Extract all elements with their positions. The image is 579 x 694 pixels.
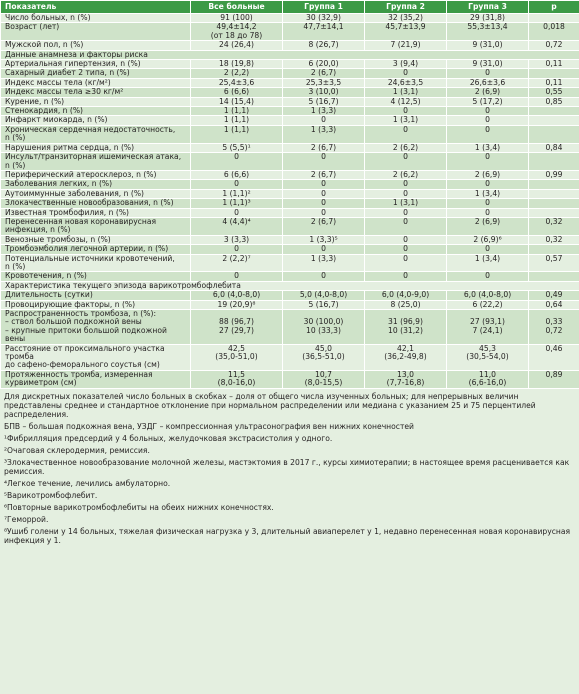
value-cell: 0	[447, 180, 529, 189]
row-label: Расстояние от проксимального участка тромба до сафено-феморального соустья (см)	[1, 344, 191, 370]
value-cell: 3 (3,3)	[191, 235, 283, 244]
value-cell: 30 (32,9)	[283, 14, 365, 23]
value-cell: 0	[447, 245, 529, 254]
value-cell: 0	[447, 116, 529, 125]
value-cell: 1 (3,3)⁵	[283, 235, 365, 244]
value-cell: 47,7±14,1	[283, 23, 365, 41]
value-cell: 0	[447, 272, 529, 281]
header-cell: Показатель	[1, 1, 191, 14]
value-cell: 19 (20,9)⁸	[191, 300, 283, 309]
row-label: Стенокардия, n (%)	[1, 107, 191, 116]
p-value-cell: 0,11	[529, 60, 579, 69]
value-cell: 1 (1,1)	[191, 116, 283, 125]
value-cell: 2 (6,7)	[283, 170, 365, 179]
value-cell: 42,5 (35,0-51,0)	[191, 344, 283, 370]
value-cell: 0	[191, 272, 283, 281]
header-cell: p	[529, 1, 579, 14]
value-cell: 0	[191, 208, 283, 217]
row-label: Индекс массы тела (кг/м²)	[1, 78, 191, 87]
header-cell: Группа 2	[365, 1, 447, 14]
footnote: ⁶Повторные варикотромбофлебиты на обеих нижних конечностях.	[4, 502, 274, 512]
value-cell: 3 (9,4)	[365, 60, 447, 69]
row-label: Злокачественные новообразования, n (%)	[1, 199, 191, 208]
value-cell: 0	[365, 245, 447, 254]
value-cell: 1 (3,1)	[365, 116, 447, 125]
row-label: Инфаркт миокарда, n (%)	[1, 116, 191, 125]
p-value-cell: 0,49	[529, 291, 579, 300]
value-cell: 42,1 (36,2-49,8)	[365, 344, 447, 370]
table-row	[1, 23, 579, 41]
row-label: Тромбоэмболия легочной артерии, n (%)	[1, 245, 191, 254]
value-cell: 3 (10,0)	[283, 88, 365, 97]
row-label: Нарушения ритма сердца, n (%)	[1, 143, 191, 152]
value-cell: 25,4±3,6	[191, 78, 283, 87]
value-cell: 11,0 (6,6-16,0)	[447, 370, 529, 388]
table-row	[1, 254, 579, 272]
value-cell: 1 (1,1)³	[191, 199, 283, 208]
value-cell: 7 (21,9)	[365, 41, 447, 50]
value-cell: 1 (3,1)	[365, 88, 447, 97]
p-value-cell: 0,33 0,72	[529, 310, 579, 345]
value-cell: 2 (6,9)	[447, 170, 529, 179]
value-cell: 0	[447, 153, 529, 171]
footnote: ⁸Ушиб голени у 14 больных, тяжелая физическая нагрузка у 3, длительный авиаперелет у 1, недавно перенесенная новая коронавирусная инфекция у 1.	[4, 526, 571, 545]
table-row	[1, 88, 579, 97]
value-cell: 49,4±14,2 (от 18 до 78)	[191, 23, 283, 41]
value-cell: 91 (100)	[191, 14, 283, 23]
row-label: Число больных, n (%)	[1, 14, 191, 23]
value-cell: 8 (26,7)	[283, 41, 365, 50]
p-value-cell: 0,84	[529, 143, 579, 152]
p-value-cell	[529, 199, 579, 208]
value-cell: 0	[283, 180, 365, 189]
p-value-cell: 0,89	[529, 370, 579, 388]
value-cell: 0	[447, 208, 529, 217]
row-label: Перенесенная новая коронавирусная инфекция, n (%)	[1, 217, 191, 235]
value-cell: 2 (6,9)⁶	[447, 235, 529, 244]
footnote: ²Очаговая склеродермия, ремиссия.	[4, 445, 150, 455]
value-cell: 1 (1,1)²	[191, 189, 283, 198]
value-cell: 0	[365, 69, 447, 78]
value-cell: 0	[365, 180, 447, 189]
value-cell: 1 (3,3)	[283, 107, 365, 116]
p-value-cell	[529, 245, 579, 254]
table-body	[1, 14, 579, 389]
value-cell: 27 (93,1) 7 (24,1)	[447, 310, 529, 345]
row-label: Хроническая сердечная недостаточность, n (%)	[1, 125, 191, 143]
table-row	[1, 153, 579, 171]
row-label: Заболевания легких, n (%)	[1, 180, 191, 189]
value-cell: 0	[283, 208, 365, 217]
value-cell: 0	[365, 272, 447, 281]
value-cell: 6 (6,6)	[191, 88, 283, 97]
p-value-cell	[529, 189, 579, 198]
row-label: Провоцирующие факторы, n (%)	[1, 300, 191, 309]
value-cell: 5 (16,7)	[283, 300, 365, 309]
value-cell: 31 (96,9) 10 (31,2)	[365, 310, 447, 345]
table-row	[1, 272, 579, 281]
p-value-cell	[529, 116, 579, 125]
value-cell: 0	[365, 254, 447, 272]
value-cell: 0	[283, 153, 365, 171]
value-cell: 25,3±3,5	[283, 78, 365, 87]
value-cell: 1 (3,4)	[447, 189, 529, 198]
value-cell: 1 (3,4)	[447, 254, 529, 272]
value-cell: 2 (6,2)	[365, 143, 447, 152]
value-cell: 1 (3,3)	[283, 254, 365, 272]
value-cell: 0	[191, 180, 283, 189]
footnote: Для дискретных показателей число больных в скобках – доля от общего числа изученных больных; для непрерывных величин представлены среднее и стандартное отклонение при нормальном распределении или медиана с указанием 25 и 75 перцентилей распределения.	[4, 391, 536, 419]
p-value-cell: 0,72	[529, 41, 579, 50]
value-cell: 11,5 (8,0-16,0)	[191, 370, 283, 388]
footnote: ³Злокачественное новообразование молочной железы, мастэктомия в 2017 г., курсы химиотерапии; в настоящее время расценивается как ремиссия.	[4, 457, 570, 476]
value-cell: 0	[191, 245, 283, 254]
value-cell: 2 (6,7)	[283, 143, 365, 152]
value-cell: 6 (20,0)	[283, 60, 365, 69]
p-value-cell: 0,46	[529, 344, 579, 370]
value-cell: 0	[447, 69, 529, 78]
p-value-cell: 0,55	[529, 88, 579, 97]
value-cell: 2 (2,2)⁷	[191, 254, 283, 272]
p-value-cell: 0,018	[529, 23, 579, 41]
value-cell: 0	[283, 189, 365, 198]
row-label: Известная тромбофилия, n (%)	[1, 208, 191, 217]
value-cell: 4 (4,4)⁴	[191, 217, 283, 235]
p-value-cell: 0,32	[529, 217, 579, 235]
value-cell: 2 (6,7)	[283, 217, 365, 235]
value-cell: 2 (2,2)	[191, 69, 283, 78]
value-cell: 1 (3,3)	[283, 125, 365, 143]
value-cell: 1 (1,1)	[191, 107, 283, 116]
value-cell: 6,0 (4,0-9,0)	[365, 291, 447, 300]
value-cell: 0	[447, 199, 529, 208]
value-cell: 5 (5,5)¹	[191, 143, 283, 152]
table-row	[1, 199, 579, 208]
value-cell: 10,7 (8,0-15,5)	[283, 370, 365, 388]
row-label: Аутоиммунные заболевания, n (%)	[1, 189, 191, 198]
value-cell: 0	[365, 125, 447, 143]
table-row	[1, 310, 579, 345]
value-cell: 1 (3,4)	[447, 143, 529, 152]
table-row	[1, 116, 579, 125]
table-row	[1, 370, 579, 388]
row-label: Потенциальные источники кровотечений, n (%)	[1, 254, 191, 272]
table-row	[1, 180, 579, 189]
value-cell: 55,3±13,4	[447, 23, 529, 41]
row-label: Длительность (сутки)	[1, 291, 191, 300]
value-cell: 6,0 (4,0-8,0)	[447, 291, 529, 300]
row-label: Мужской пол, n (%)	[1, 41, 191, 50]
row-label: Периферический атеросклероз, n (%)	[1, 170, 191, 179]
value-cell: 45,0 (36,5-51,0)	[283, 344, 365, 370]
value-cell: 0	[283, 199, 365, 208]
value-cell: 0	[365, 217, 447, 235]
value-cell: 0	[365, 235, 447, 244]
value-cell: 0	[365, 153, 447, 171]
value-cell: 2 (6,9)	[447, 88, 529, 97]
value-cell: 0	[365, 189, 447, 198]
row-label: Инсульт/транзиторная ишемическая атака, n (%)	[1, 153, 191, 171]
table-row	[1, 245, 579, 254]
section-title: Характеристика текущего эпизода варикотромбофлебита	[1, 281, 579, 290]
footnote: ⁵Варикотромбофлебит.	[4, 490, 98, 500]
value-cell: 9 (31,0)	[447, 41, 529, 50]
p-value-cell: 0,85	[529, 97, 579, 106]
table-row	[1, 344, 579, 370]
value-cell: 0	[447, 107, 529, 116]
footnote: ⁷Геморрой.	[4, 514, 49, 524]
row-label: Курение, n (%)	[1, 97, 191, 106]
p-value-cell: 0,57	[529, 254, 579, 272]
header-cell: Все больные	[191, 1, 283, 14]
p-value-cell: 0,99	[529, 170, 579, 179]
value-cell: 45,3 (30,5-54,0)	[447, 344, 529, 370]
p-value-cell: 0,32	[529, 235, 579, 244]
p-value-cell	[529, 69, 579, 78]
header-cell: Группа 1	[283, 1, 365, 14]
value-cell: 14 (15,4)	[191, 97, 283, 106]
table-row	[1, 125, 579, 143]
value-cell: 4 (12,5)	[365, 97, 447, 106]
value-cell: 5,0 (4,0-8,0)	[283, 291, 365, 300]
row-label: Индекс массы тела ≥30 кг/м²	[1, 88, 191, 97]
table-row	[1, 41, 579, 50]
value-cell: 2 (6,2)	[365, 170, 447, 179]
value-cell: 6 (22,2)	[447, 300, 529, 309]
header-row	[1, 1, 579, 14]
value-cell: 13,0 (7,7-16,8)	[365, 370, 447, 388]
row-label: Артериальная гипертензия, n (%)	[1, 60, 191, 69]
p-value-cell	[529, 125, 579, 143]
value-cell: 5 (16,7)	[283, 97, 365, 106]
row-label: Венозные тромбозы, n (%)	[1, 235, 191, 244]
value-cell: 1 (3,1)	[365, 199, 447, 208]
value-cell: 5 (17,2)	[447, 97, 529, 106]
footnote: БПВ – большая подкожная вена, УЗДГ – компрессионная ультрасонография вен нижних конечностей	[4, 421, 414, 431]
row-label: Протяженность тромба, измеренная курвиметром (см)	[1, 370, 191, 388]
value-cell: 0	[283, 245, 365, 254]
value-cell: 24 (26,4)	[191, 41, 283, 50]
p-value-cell	[529, 180, 579, 189]
table-row	[1, 69, 579, 78]
section-title: Данные анамнеза и факторы риска	[1, 50, 579, 59]
p-value-cell	[529, 107, 579, 116]
row-label: Кровотечения, n (%)	[1, 272, 191, 281]
row-label: Возраст (лет)	[1, 23, 191, 41]
value-cell: 0	[365, 107, 447, 116]
value-cell: 0	[283, 116, 365, 125]
value-cell: 2 (6,7)	[283, 69, 365, 78]
row-label: Распространенность тромбоза, n (%): – ствол большой подкожной вены – крупные притоки большой подкожной вены	[1, 310, 191, 345]
value-cell: 1 (1,1)	[191, 125, 283, 143]
p-value-cell: 0,11	[529, 78, 579, 87]
value-cell: 8 (25,0)	[365, 300, 447, 309]
table-row	[1, 291, 579, 300]
value-cell: 88 (96,7) 27 (29,7)	[191, 310, 283, 345]
value-cell: 0	[283, 272, 365, 281]
value-cell: 0	[447, 125, 529, 143]
value-cell: 26,6±3,6	[447, 78, 529, 87]
value-cell: 18 (19,8)	[191, 60, 283, 69]
value-cell: 30 (100,0) 10 (33,3)	[283, 310, 365, 345]
table-row	[1, 97, 579, 106]
value-cell: 2 (6,9)	[447, 217, 529, 235]
p-value-cell: 0,64	[529, 300, 579, 309]
row-label: Сахарный диабет 2 типа, n (%)	[1, 69, 191, 78]
table-row	[1, 217, 579, 235]
value-cell: 29 (31,8)	[447, 14, 529, 23]
value-cell: 6,0 (4,0-8,0)	[191, 291, 283, 300]
value-cell: 24,6±3,5	[365, 78, 447, 87]
value-cell: 32 (35,2)	[365, 14, 447, 23]
footnote: ¹Фибрилляция предсердий у 4 больных, желудочковая экстрасистолия у одного.	[4, 433, 333, 443]
value-cell: 6 (6,6)	[191, 170, 283, 179]
value-cell: 9 (31,0)	[447, 60, 529, 69]
p-value-cell	[529, 272, 579, 281]
value-cell: 45,7±13,9	[365, 23, 447, 41]
value-cell: 0	[365, 208, 447, 217]
table-notes	[0, 389, 579, 545]
value-cell: 0	[191, 153, 283, 171]
header-cell: Группа 3	[447, 1, 529, 14]
p-value-cell	[529, 153, 579, 171]
footnote: ⁴Легкое течение, лечились амбулаторно.	[4, 478, 171, 488]
